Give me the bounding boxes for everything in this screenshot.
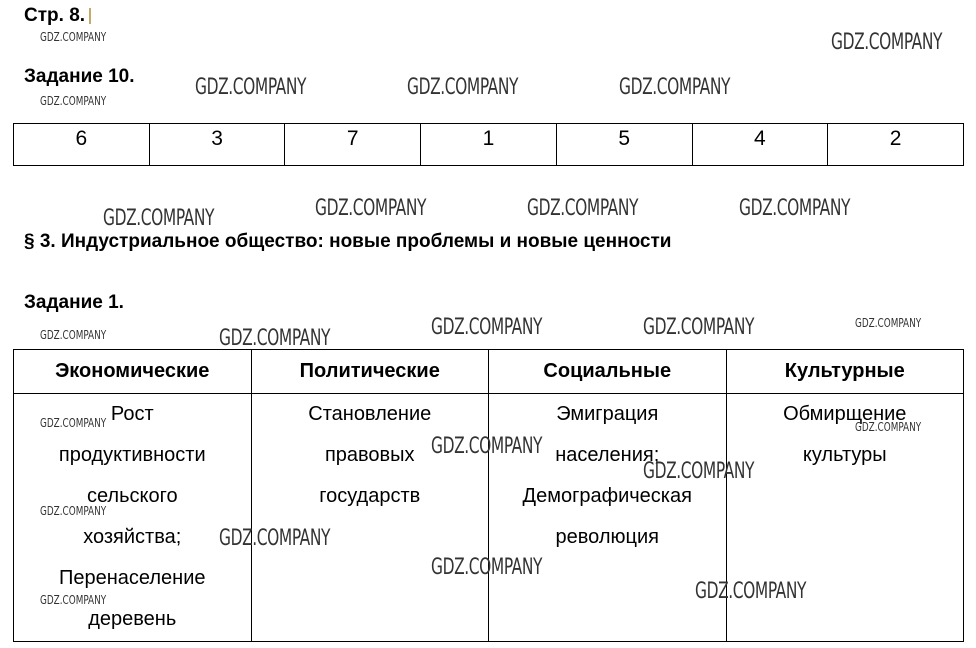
- cursor-mark: [89, 8, 91, 24]
- watermark: GDZ.COMPANY: [40, 416, 107, 430]
- cell-political: [251, 394, 489, 642]
- cell-text: продуктивности: [58, 444, 206, 466]
- cell-text: Рост: [110, 403, 154, 425]
- cell-cultural: [726, 394, 964, 642]
- watermark: GDZ.COMPANY: [195, 75, 307, 100]
- answer-cell: 3: [149, 124, 285, 166]
- answer-cell: 1: [421, 124, 557, 166]
- watermark: GDZ.COMPANY: [831, 30, 943, 55]
- column-header-cultural: Культурные: [726, 350, 964, 394]
- cell-text: правовых: [324, 444, 415, 466]
- watermark: GDZ.COMPANY: [431, 434, 543, 459]
- watermark: GDZ.COMPANY: [855, 316, 922, 330]
- cell-text: Становление: [308, 403, 432, 425]
- cell-text: культуры: [802, 444, 887, 466]
- answer-cell: 4: [692, 124, 828, 166]
- cell-social: [489, 394, 727, 642]
- table-row: [14, 394, 964, 642]
- watermark: GDZ.COMPANY: [40, 328, 107, 342]
- cell-text: революция: [555, 526, 659, 548]
- factors-table: [13, 349, 964, 642]
- column-header-political: Политические: [251, 350, 489, 394]
- watermark: GDZ.COMPANY: [695, 579, 807, 604]
- watermark: GDZ.COMPANY: [40, 94, 107, 108]
- table-header-row: [14, 350, 964, 394]
- watermark: GDZ.COMPANY: [219, 526, 331, 551]
- watermark: GDZ.COMPANY: [407, 75, 519, 100]
- watermark: GDZ.COMPANY: [431, 315, 543, 340]
- cell-text: Эмиграция: [556, 403, 659, 425]
- watermark: GDZ.COMPANY: [219, 326, 331, 351]
- watermark: GDZ.COMPANY: [527, 196, 639, 221]
- watermark: GDZ.COMPANY: [431, 555, 543, 580]
- cell-text: Обмирщение: [783, 403, 907, 425]
- answer-table: [13, 123, 964, 166]
- cell-text: хозяйства;: [83, 526, 182, 548]
- watermark: GDZ.COMPANY: [40, 504, 107, 518]
- watermark: GDZ.COMPANY: [40, 593, 107, 607]
- section-title: § 3. Индустриальное общество: новые проблемы и новые ценности: [24, 231, 672, 252]
- watermark: GDZ.COMPANY: [103, 206, 215, 231]
- task1-title: Задание 1.: [24, 292, 124, 313]
- watermark: GDZ.COMPANY: [315, 196, 427, 221]
- task10-title: Задание 10.: [24, 66, 135, 87]
- page-label: Стр. 8.: [24, 5, 91, 27]
- cell-text: деревень: [88, 608, 177, 630]
- column-header-social: Социальные: [489, 350, 727, 394]
- answer-cell: 7: [285, 124, 421, 166]
- table-row: [14, 124, 964, 166]
- answer-cell: 5: [556, 124, 692, 166]
- watermark: GDZ.COMPANY: [739, 196, 851, 221]
- answer-cell: 2: [828, 124, 964, 166]
- cell-text: Перенаселение: [58, 567, 206, 589]
- cell-text: населения;: [555, 444, 660, 466]
- answer-cell: 6: [14, 124, 150, 166]
- cell-text: Демографическая: [522, 485, 692, 507]
- watermark: GDZ.COMPANY: [643, 315, 755, 340]
- column-header-economic: Экономические: [14, 350, 252, 394]
- watermark: GDZ.COMPANY: [855, 420, 922, 434]
- cell-text: сельского: [86, 485, 178, 507]
- watermark: GDZ.COMPANY: [40, 30, 107, 44]
- watermark: GDZ.COMPANY: [643, 459, 755, 484]
- cell-text: государств: [319, 485, 421, 507]
- watermark: GDZ.COMPANY: [619, 75, 731, 100]
